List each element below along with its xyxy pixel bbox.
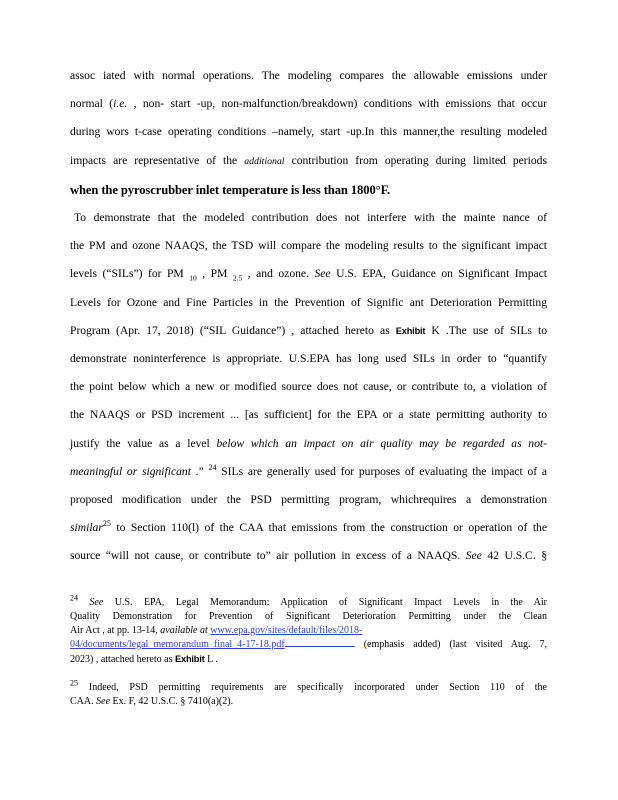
text-run: 42 U.S.C. §: [481, 549, 547, 563]
pyroscrubber-emphasis-line: when the pyroscrubber inlet temperature is less than 1800°F.: [70, 182, 391, 197]
text-line: the PM and ozone NAAQS, the TSD will compare the modeling results to the significant impact: [70, 239, 547, 253]
text-line: [70, 260, 547, 288]
text-run: justify the value as a level: [70, 436, 217, 450]
exhibit-k-label: Exhibit: [395, 325, 426, 336]
text-run: .”: [190, 464, 209, 478]
text-run-italic: additional: [244, 155, 285, 167]
text-run: contribution from operating during limited periods: [284, 153, 547, 167]
text-run: , non- start -up, non-malfunction/breakdown) conditions with emissions that occur: [127, 97, 547, 111]
footnote-line: [70, 624, 547, 638]
text-run: Indeed, PSD permitting requirements are specifically incorporated under Section 110 of the: [78, 682, 547, 693]
text-run-italic: similar: [70, 521, 103, 535]
footnote-line: [70, 695, 547, 709]
subscript-pm10: 10: [189, 273, 197, 283]
text-line: [70, 542, 547, 570]
text-line: [70, 147, 547, 176]
footnote-ref-24: 24: [208, 462, 217, 472]
text-run-italic: available at: [160, 625, 211, 636]
footnote-24: [70, 593, 547, 667]
text-line: proposed modification under the PSD permitting program, whichrequires a demonstration: [70, 493, 547, 507]
text-run: impacts are representative of the: [70, 153, 245, 167]
text-run: 2023) , attached hereto as: [70, 654, 175, 665]
text-run-italic: See: [96, 696, 111, 707]
text-run: Ex. F, 42 U.S.C. § 7410(a)(2).: [110, 696, 234, 707]
text-line: during wors t-case operating conditions –namely, start -up.In this manner,the resulting modeled: [70, 125, 547, 139]
text-run: source “will not cause, or contribute to” air pollution in excess of a NAAQS.: [70, 549, 466, 563]
text-run: U.S. EPA, Guidance on Significant Impact: [330, 267, 547, 281]
text-line: the NAAQS or PSD increment ... [as sufficient] for the EPA or a state permitting authority to: [70, 408, 547, 422]
footnote-25: [70, 678, 547, 709]
footnotes-section: [70, 593, 547, 709]
text-run: normal (: [70, 97, 114, 111]
text-run: to Section 110(l) of the CAA that emissions from the construction or operation of the: [110, 521, 547, 535]
text-run: K .The use of SILs to: [425, 323, 547, 337]
footnote-line: [70, 638, 547, 652]
text-line: the point below which a new or modified source does not cause, or contribute to, a violation of: [70, 380, 547, 394]
body-text: [70, 62, 547, 571]
text-run: Program (Apr. 17, 2018) (“SIL Guidance”) , attached hereto as: [70, 323, 396, 337]
subscript-pm25: 2.5: [232, 273, 243, 283]
footnote-line: Quality Demonstration for Prevention of Significant Deterioration Permitting under the Clean: [70, 611, 547, 622]
text-run: levels (“SILs”) for PM: [70, 267, 190, 281]
text-line: Levels for Ozone and Fine Particles in the Prevention of Signific ant Deterioration Permitting: [70, 295, 547, 309]
epa-url-link-part2[interactable]: 04/documents/legal_memorandum_final_4-17-18.pdf: [70, 639, 285, 650]
text-line: [70, 458, 547, 486]
footnote-25-marker: 25: [70, 678, 78, 688]
text-run: U.S. EPA, Legal Memorandum: Application of Significant Impact Levels in the Air: [103, 597, 547, 608]
footnote-line: [70, 678, 547, 695]
text-run: , PM: [196, 267, 233, 281]
footnote-line: [70, 593, 547, 610]
footnote-ref-25: 25: [102, 519, 111, 529]
text-line: [70, 90, 547, 118]
text-line: To demonstrate that the modeled contribution does not interfere with the mainte nance of: [74, 211, 547, 225]
text-run: CAA.: [70, 696, 97, 707]
text-run-italic: meaningful or significant: [70, 464, 191, 478]
footnote-24-marker: 24: [70, 593, 78, 603]
text-run: SILs are generally used for purposes of evaluating the impact of a: [216, 464, 547, 478]
text-run-italic: See: [78, 597, 104, 608]
text-run: (emphasis added) (last visited Aug. 7,: [354, 639, 547, 650]
epa-url-link-underline-extension[interactable]: [285, 646, 355, 647]
text-run: , and ozone.: [242, 267, 315, 281]
text-line: assoc iated with normal operations. The modeling compares the allowable emissions under: [70, 69, 547, 82]
epa-url-link-part1[interactable]: www.epa.gov/sites/default/files/2018-: [210, 625, 363, 636]
text-run: Air Act , at pp. 13-14,: [70, 625, 161, 636]
text-run: L .: [204, 654, 218, 665]
text-line: [70, 514, 547, 542]
text-run-italic: See: [465, 549, 482, 563]
text-run-italic: See: [314, 267, 331, 281]
footnote-line: [70, 652, 547, 667]
text-line: [70, 430, 547, 458]
exhibit-l-label: Exhibit: [174, 654, 205, 664]
text-run-italic: below which an impact on air quality may be regarded as not-: [216, 436, 547, 450]
text-run-italic: i.e.: [113, 97, 128, 111]
text-line: demonstrate noninterference is appropriate. U.S.EPA has long used SILs in order to “quantify: [70, 352, 547, 366]
footnote-spacer: [70, 667, 547, 681]
text-line: [70, 317, 547, 345]
